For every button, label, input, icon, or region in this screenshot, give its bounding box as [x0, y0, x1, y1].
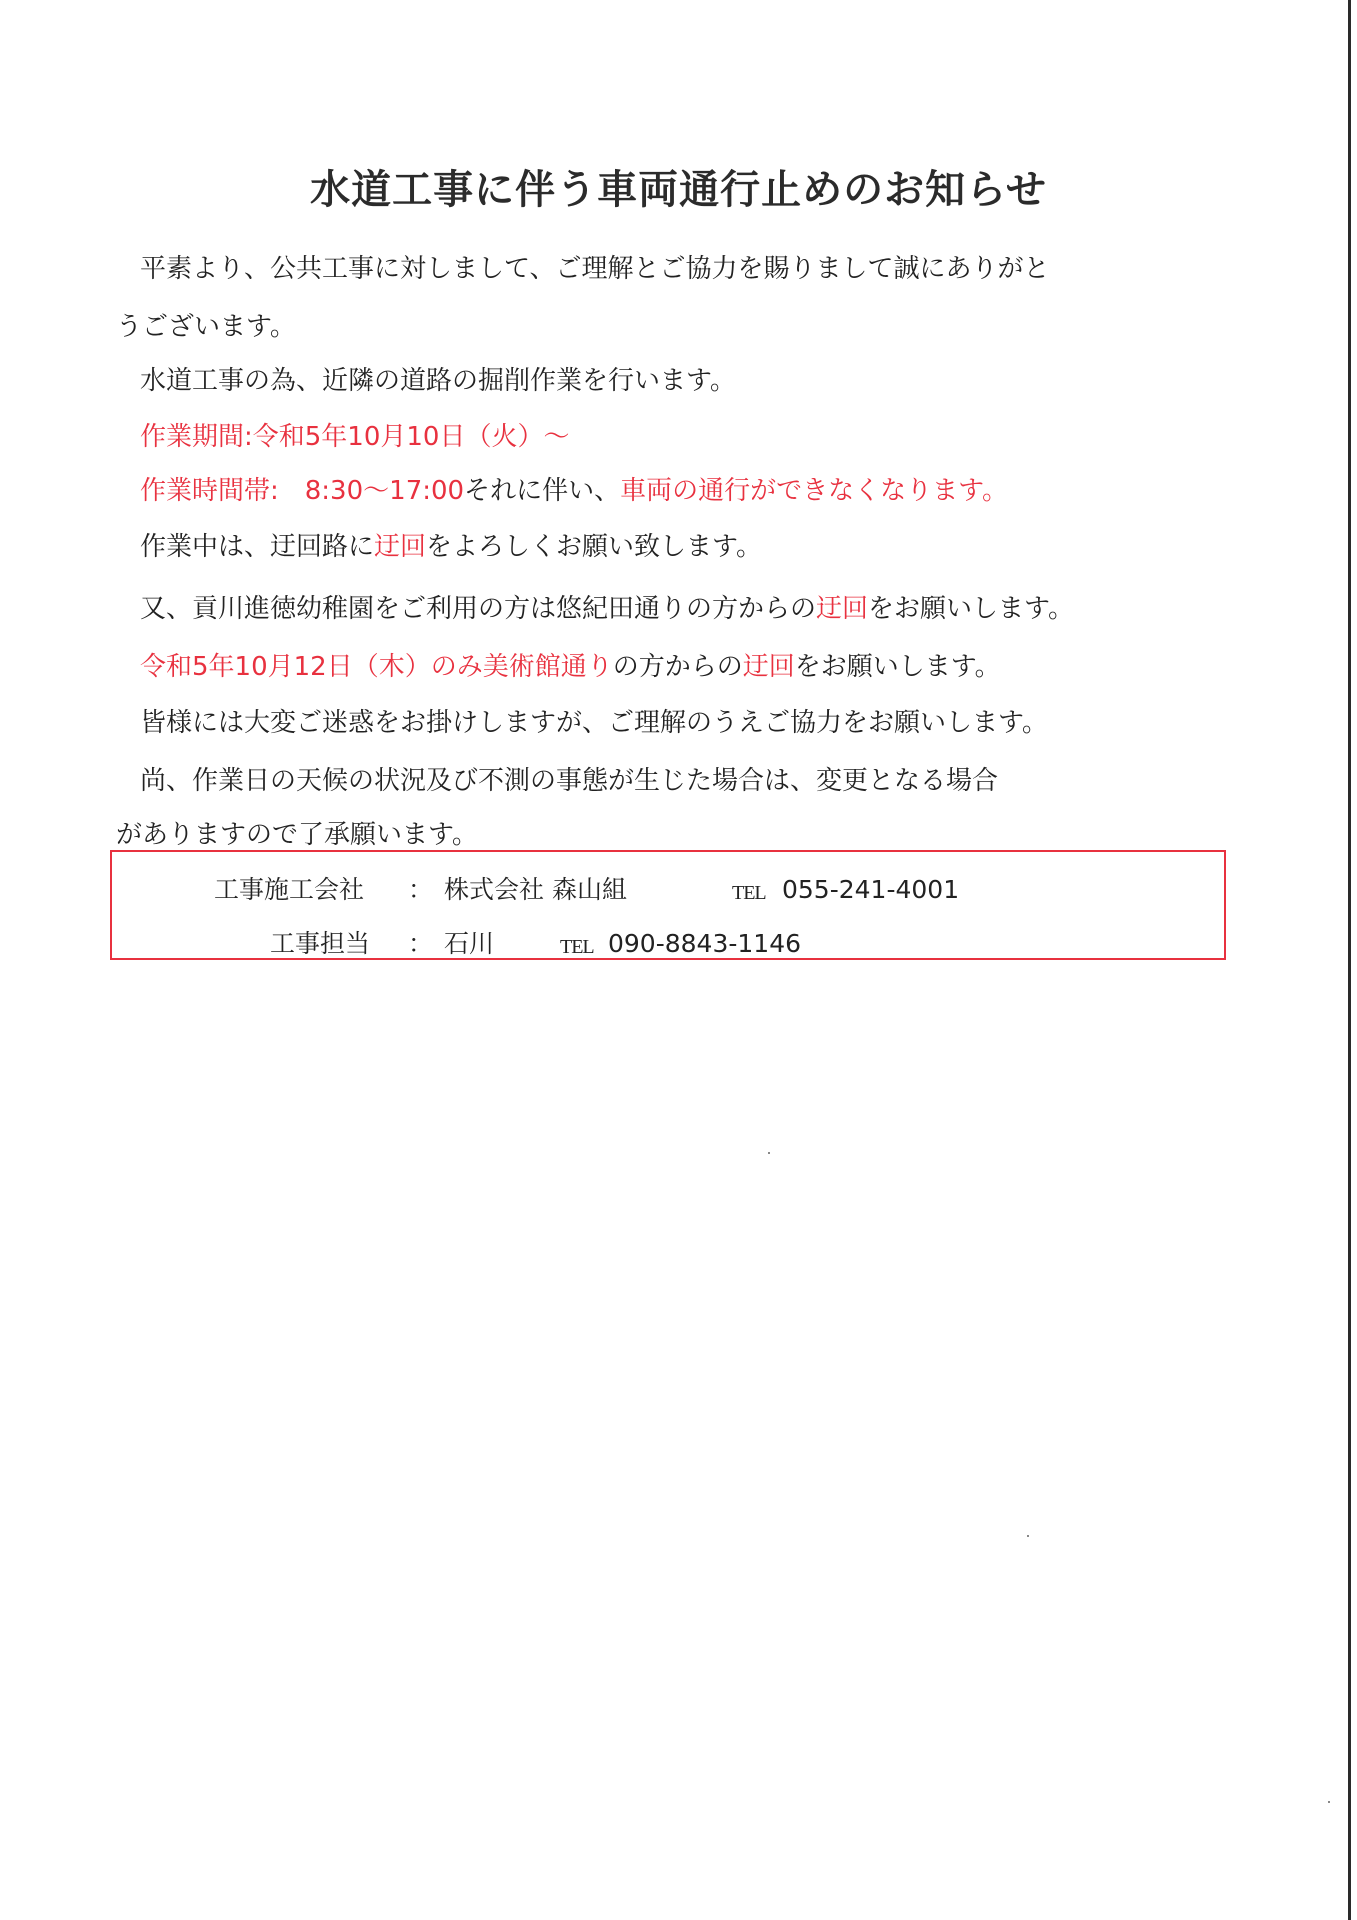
work-period: 作業期間:令和5年10月10日（火）～ — [140, 422, 570, 452]
intro-line-1: 平素より、公共工事に対しまして、ご理解とご協力を賜りまして誠にありがと — [140, 254, 1050, 284]
contact-box — [110, 850, 1226, 960]
company-label: 工事施工会社 — [214, 875, 365, 904]
work-hours: 作業時間帯: 8:30～17:00 — [140, 476, 465, 506]
scan-speck — [768, 1152, 770, 1154]
special-day-line — [140, 650, 1001, 684]
weather-note-line-1: 尚、作業日の天候の状況及び不測の事態が生じた場合は、変更となる場合 — [140, 766, 999, 796]
detour-highlight: 迂回 — [374, 532, 427, 562]
staff-tel: 090-8843-1146 — [608, 929, 802, 958]
kindergarten-detour-line — [140, 592, 1074, 626]
special-day-text: の方からの — [612, 652, 743, 682]
scan-edge-line — [1348, 0, 1351, 1920]
company-separator: ： — [408, 875, 434, 904]
company-tel-mark: TEL — [732, 882, 766, 904]
staff-label: 工事担当 — [270, 929, 371, 958]
staff-name: 石川 — [444, 929, 495, 958]
contact-row-company — [112, 874, 1224, 906]
intro-line-2: うございます。 — [116, 312, 296, 342]
company-tel: 055-241-4001 — [782, 875, 960, 904]
work-hours-connector: それに伴い、 — [464, 476, 621, 506]
scan-speck — [1027, 1535, 1029, 1537]
apology-line: 皆様には大変ご迷惑をお掛けしますが、ご理解のうえご協力をお願いします。 — [140, 708, 1048, 738]
staff-tel-mark: TEL — [560, 936, 594, 958]
work-description: 水道工事の為、近隣の道路の掘削作業を行います。 — [140, 366, 736, 396]
detour-request-line — [140, 530, 762, 564]
special-day-detour-highlight: 迂回 — [742, 652, 795, 682]
special-day-end: をお願いします。 — [794, 652, 1001, 682]
kindergarten-detour-text: 又、貢川進徳幼稚園をご利用の方は悠紀田通りの方からの — [140, 594, 817, 624]
work-hours-line — [140, 474, 1008, 508]
special-day-route: 令和5年10月12日（木）のみ美術館通り — [140, 652, 613, 682]
company-name: 株式会社 森山組 — [444, 875, 627, 904]
weather-note-line-2: がありますので了承願います。 — [116, 820, 478, 850]
contact-row-staff — [112, 928, 1224, 960]
kindergarten-detour-end: をお願いします。 — [868, 594, 1074, 624]
notice-title: 水道工事に伴う車両通行止めのお知らせ — [310, 167, 1047, 213]
kindergarten-detour-highlight: 迂回 — [816, 594, 869, 624]
detour-request-text: 作業中は、迂回路に — [140, 532, 375, 562]
vehicle-closure-warning: 車両の通行ができなくなります。 — [620, 476, 1009, 506]
staff-separator: ： — [408, 929, 434, 958]
scan-speck — [1328, 1801, 1330, 1803]
detour-request-end: をよろしくお願い致します。 — [426, 532, 762, 562]
